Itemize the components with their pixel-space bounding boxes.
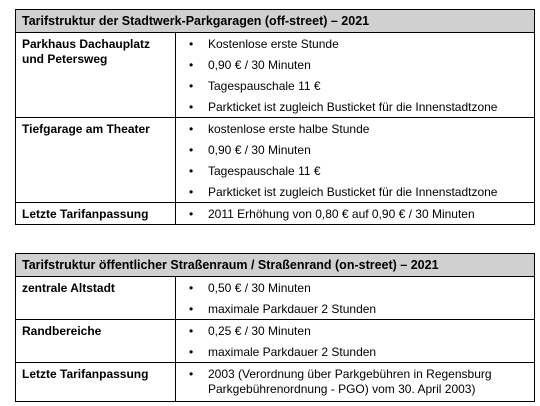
bullet-icon: •	[189, 143, 194, 157]
bullet-icon: •	[189, 281, 194, 295]
row-items	[176, 320, 535, 363]
table-row	[16, 118, 535, 203]
list-item-text: Kostenlose erste Stunde	[208, 37, 339, 51]
list-item-text: 0,25 € / 30 Minuten	[208, 324, 311, 338]
list-item-text: 0,50 € / 30 Minuten	[208, 281, 311, 295]
list-item-text: Tagespauschale 11 €	[208, 79, 321, 93]
list-item	[176, 181, 534, 202]
list-item-text: 0,90 € / 30 Minuten	[208, 143, 311, 157]
list-item-text: maximale Parkdauer 2 Stunden	[208, 302, 377, 316]
table-header-row	[16, 10, 535, 33]
row-label: zentrale Altstadt	[16, 277, 176, 320]
table-row	[16, 33, 535, 118]
table-title: Tarifstruktur öffentlicher Straßenraum / Straßenrand (on-street) – 2021	[16, 254, 535, 277]
table-header-row	[16, 254, 535, 277]
row-label: Tiefgarage am Theater	[16, 118, 176, 203]
list-item	[176, 118, 534, 139]
bullet-icon: •	[189, 164, 194, 178]
list-item	[176, 33, 534, 54]
bullet-icon: •	[189, 79, 194, 93]
bullet-icon: •	[189, 207, 194, 221]
bullet-list	[176, 203, 534, 224]
bullet-list	[176, 363, 534, 401]
bullet-list	[176, 33, 534, 117]
list-item	[176, 363, 534, 401]
row-label: Parkhaus Dachauplatz und Petersweg	[16, 33, 176, 118]
row-items	[176, 277, 535, 320]
table-row	[16, 203, 535, 225]
row-label: Randbereiche	[16, 320, 176, 363]
list-item-text: Parkticket ist zugleich Busticket für die Innenstadtzone	[208, 185, 498, 199]
bullet-icon: •	[189, 324, 194, 338]
list-item	[176, 341, 534, 362]
bullet-icon: •	[189, 185, 194, 199]
list-item	[176, 277, 534, 298]
list-item	[176, 54, 534, 75]
list-item-text: 2011 Erhöhung von 0,80 € auf 0,90 € / 30 Minuten	[208, 207, 475, 221]
table-title: Tarifstruktur der Stadtwerk-Parkgaragen (off-street) – 2021	[16, 10, 535, 33]
table-row	[16, 363, 535, 402]
list-item-text: 2003 (Verordnung über Parkgebühren in Regensburg Parkgebührenordnung - PGO) vom 30. April 2003)	[208, 367, 492, 396]
list-item-text: kostenlose erste halbe Stunde	[208, 122, 370, 136]
list-item	[176, 96, 534, 117]
row-items	[176, 363, 535, 402]
bullet-icon: •	[189, 58, 194, 72]
list-item	[176, 75, 534, 96]
bullet-icon: •	[189, 302, 194, 316]
table-row	[16, 277, 535, 320]
row-items	[176, 203, 535, 225]
bullet-list	[176, 277, 534, 319]
list-item-text: maximale Parkdauer 2 Stunden	[208, 345, 377, 359]
bullet-icon: •	[189, 122, 194, 136]
row-items	[176, 118, 535, 203]
row-label: Letzte Tarifanpassung	[16, 203, 176, 225]
row-label: Letzte Tarifanpassung	[16, 363, 176, 402]
bullet-list	[176, 320, 534, 362]
bullet-icon: •	[189, 37, 194, 51]
list-item	[176, 203, 534, 224]
list-item	[176, 160, 534, 181]
bullet-list	[176, 118, 534, 202]
list-item	[176, 298, 534, 319]
bullet-icon: •	[189, 100, 194, 114]
off-street-tariff-table	[15, 9, 535, 225]
row-items	[176, 33, 535, 118]
on-street-tariff-table	[15, 253, 535, 402]
bullet-icon: •	[189, 367, 194, 381]
table-row	[16, 320, 535, 363]
bullet-icon: •	[189, 345, 194, 359]
list-item-text: 0,90 € / 30 Minuten	[208, 58, 311, 72]
list-item	[176, 139, 534, 160]
list-item-text: Parkticket ist zugleich Busticket für die Innenstadtzone	[208, 100, 498, 114]
list-item	[176, 320, 534, 341]
list-item-text: Tagespauschale 11 €	[208, 164, 321, 178]
